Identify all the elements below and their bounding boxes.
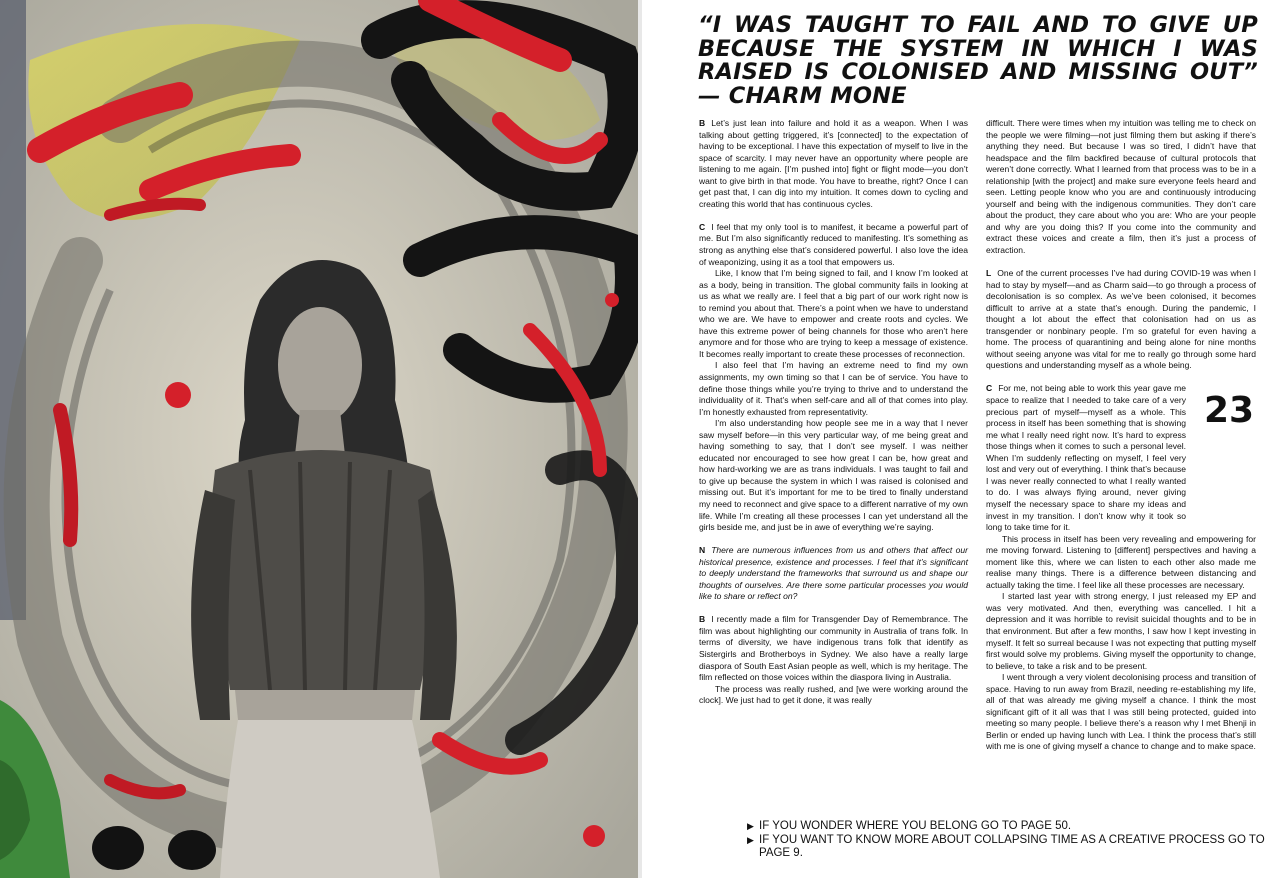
- article-page: [642, 0, 1276, 878]
- paragraph: [986, 268, 1256, 372]
- paragraph: [699, 222, 968, 268]
- pull-quote-headline: “I WAS TAUGHT TO FAIL AND TO GIVE UP BECAUSE THE SYSTEM IN WHICH I WAS RAISED IS COLONISED AND MISSING OUT” — CHARM MONE: [698, 12, 1258, 109]
- text-column-left: [699, 118, 968, 707]
- paragraph-text: I feel that my only tool is to manifest, it became a powerful part of me. But I’m also significantly reduced to manifesting. It’s something as strong as anything else that’s considered powerful. I also love the idea of weaponizing, using it as a tool that empowers us.: [699, 221, 968, 267]
- speaker-initial: B: [699, 118, 706, 128]
- paragraph: I went through a very violent decolonising process and transition of space. Having to run away from Brazil, needing re-establishing my life, all of that was already me giving myself a chance. I think the most significant gift of it all was that I was still being protected, guided into meeting so many people. I believe there’s a reason why I met Bhenji in Berlin or ended up having lunch with Lea. I think the process that’s still with me is one of giving myself a chance to change and to make space.: [986, 672, 1256, 752]
- paragraph-text: For me, not being able to work this year gave me space to realize that I needed to take care of a very precious part of myself—myself as a whole. This process in itself has been something that is showing me what I really need right now. It’s hard to express those things when it comes to such a personal level. When I’m suddenly reflecting on myself, I feel very lost and very out of everything. I think that’s because I was never really connected to what I really wanted to do. I was always flying around, never giving myself the necessary space to share my ideas and invest in my transition. I don’t know why it took so long to take time for it.: [986, 383, 1186, 533]
- cross-reference-link[interactable]: [747, 820, 1267, 834]
- paragraph: difficult. There were times when my intuition was telling me to check on the people we were filming—not just filming them but asking if there’s anything they need. But because I was so tired, I didn’t have that headspace and the film backfired because of cultural protocols that weren’t done correctly. What I learned from that process was to be in a relationship [with the project] and make sure everyone feels heard and seen. Letting people know who you are and continuously introducing yourself and being with the indigenous communities. They don’t care about the product, they care about who you are: Who are your people and why are you doing this? If you come into the community and extract these voices and create a film, then it’s just a process of extraction.: [986, 118, 1256, 256]
- paragraph: Like, I know that I’m being signed to fail, and I know I’m looked at as a body, being in transition. The global community fails in looking at us as what we really are. I feel that a big part of our work right now is to remind you about that. There’s a point when we have to understand who we are. We have to empower and create roots and cycles. We have this extreme power of being channels for those who aren’t here anymore and for those who are trying to keep a message of existence. It becomes really important to create these processes of reconnection.: [699, 268, 968, 359]
- speaker-initial: N: [699, 545, 706, 556]
- cross-reference-link[interactable]: [747, 834, 1267, 861]
- page-number: 23: [1204, 390, 1255, 431]
- cross-reference-footer: [747, 820, 1267, 861]
- paragraph: This process in itself has been very revealing and empowering for me moving forward. Listening to [different] perspectives and having a moment like this, where we can listen to each other also made me realise many things. There is a difference between distancing and actually taking the time. I feel like all these processes are necessary.: [986, 533, 1256, 590]
- paragraph: I started last year with strong energy, I just released my EP and was very motivated. And then, everything was cancelled. I hit a depression and it was horrible to revisit suicidal thoughts and to be in that environment. But after a few months, I saw how I kept investing in myself. It felt so surreal because I was not expecting that putting myself first would solve my problems. Giving myself the opportunity to change, to believe, to take a risk and to be present.: [986, 591, 1256, 671]
- triangle-right-icon: ▶: [747, 821, 754, 831]
- paragraph: I also feel that I’m having an extreme need to find my own assignments, my own timing so that I can be of service. You have to define those things while you’re trying to thrive and to understand the individuality of it. That’s when self-care and all of that comes into play. I’m honestly exhausted from representativity.: [699, 360, 968, 417]
- paragraph: [699, 614, 968, 683]
- paragraph: I’m also understanding how people see me in a way that I never saw myself before—in this very particular way, of me being great and having something to say, that I don’t see myself. I was neither educated nor encouraged to see how great I can be, how great and how hard-working we are as trans individuals. I was taught to fail and to give up because the system in which I was raised is colonised and missing out. But it’s important for me to be tired to finally understand my need to reconnect and give space to a different narrative of my own life. While I’m creating all these processes I can yet understand all the girls beside me, and just be in awe of everything we’re saying.: [699, 418, 968, 533]
- speaker-initial: L: [986, 268, 992, 279]
- paragraph-text: Let’s just lean into failure and hold it as a weapon. When I was talking about getting triggered, it’s [connected] to the expectation of having to be exceptional. I have this expectation of myself to live in the space of scarcity. I may never have an opportunity where people are listening to me again. [I’m pushed into] fight or flight mode—you don’t want to give birth in that mode. You have to breathe, right? Once I can get past that, I can dig into my intuition. It comes down to cycling and creating this world that has continuous cycles.: [699, 118, 968, 209]
- cross-reference-text: IF YOU WONDER WHERE YOU BELONG GO TO PAGE 50.: [759, 820, 1072, 832]
- speaker-initial: C: [699, 221, 706, 232]
- text-column-right: [986, 118, 1256, 753]
- speaker-initial: B: [699, 614, 706, 625]
- paragraph-text: One of the current processes I’ve had during COVID-19 was when I had to stay by myself—and as Charm said—to go through a process of decolonisation is so complex. As we’ve been colonised, it becomes difficult to arrive at a state that’s enough. During the pandemic, I thought a lot about the effect that colonisation had on us as transgender or nonbinary people. I’m so grateful for even having a home. The process of quarantining and being alone for nine months without seeing anyone was vital for me to really go through some hard questions and understanding myself as a whole being.: [986, 268, 1256, 371]
- triangle-right-icon: ▶: [747, 834, 754, 845]
- paragraph: The process was really rushed, and [we were working around the clock]. We just had to get it done, it was really: [699, 683, 968, 706]
- speaker-initial: C: [986, 383, 993, 394]
- paragraph: [699, 118, 968, 210]
- question-paragraph: [699, 545, 968, 603]
- cross-reference-text: IF YOU WANT TO KNOW MORE ABOUT COLLAPSING TIME AS A CREATIVE PROCESS GO TO PAGE 9.: [759, 833, 1265, 859]
- question-text: There are numerous influences from us and others that affect our historical presence, existence and processes. I feel that it’s significant to deeply understand the frameworks that surround us and shape our thoughts of ourselves. Are there some particular processes you would like to share or reflect on?: [699, 545, 968, 602]
- paragraph-text: I recently made a film for Transgender Day of Remembrance. The film was about highlighting our community in Australia of trans folk. In terms of diversity, we have indigenous trans folk that identify as Sistergirls and Brotherboys in Sydney. We also have a really large diaspora of South East Asian people as well, which is my heritage. The film reflected on those voices within the diaspora living in Australia.: [699, 614, 968, 683]
